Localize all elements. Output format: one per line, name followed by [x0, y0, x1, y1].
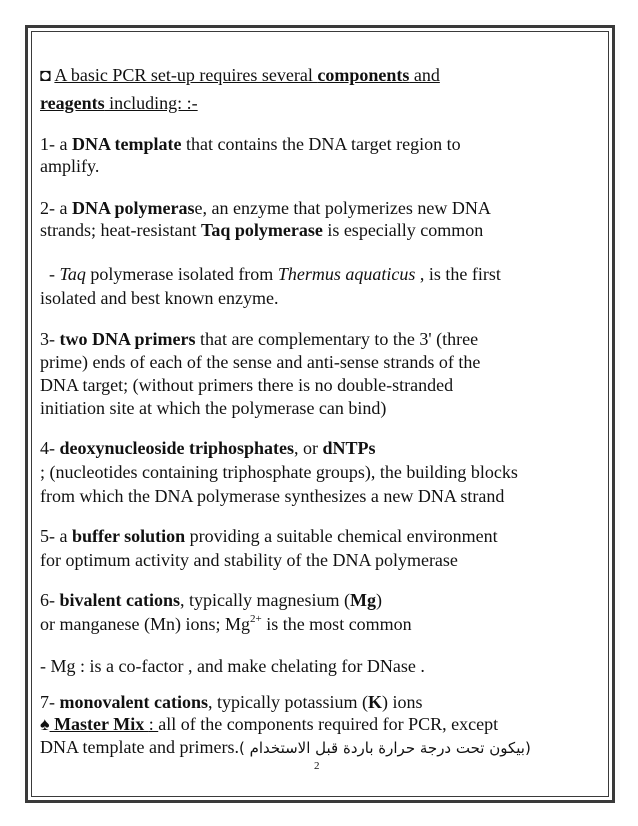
intro-text-1: A basic PCR set-up requires several — [54, 65, 318, 85]
item4-bold-2: dNTPs — [322, 438, 376, 458]
intro-text-2: and — [409, 65, 440, 85]
master-mix-colon: : — [148, 714, 159, 734]
item2-bold: DNA polymeras — [71, 198, 195, 218]
master-mix-arabic-note: (بيكون تحت درجة حرارة باردة قبل الاستخدام ) — [238, 739, 531, 757]
item3-prefix: 3- — [40, 329, 60, 349]
item6-text: , typically magnesium ( — [180, 590, 350, 610]
item3-line-1 — [40, 328, 478, 350]
mg-note: - Mg : is a co-factor , and make chelating for DNase . — [40, 656, 425, 676]
taq-note-italic-thermus: Thermus aquaticus — [277, 264, 416, 284]
item2-line-1 — [40, 197, 491, 219]
item1-line-2: amplify. — [40, 156, 100, 176]
master-mix-text: all of the components required for PCR, except — [158, 714, 499, 734]
taq-note-italic-taq: Taq — [59, 264, 86, 284]
intro-line-2 — [40, 92, 198, 114]
item5-text: providing a suitable chemical environment — [185, 526, 498, 546]
spade-bullet-icon: ♠ — [40, 714, 50, 734]
item2-line2-bold: Taq polymerase — [200, 220, 323, 240]
item1-text: that contains the DNA target region to — [181, 134, 461, 154]
taq-note-line-2: isolated and best known enzyme. — [40, 288, 279, 308]
item6-line-2 — [40, 613, 412, 635]
item6-bold: bivalent cations — [59, 590, 181, 610]
master-mix-line-1 — [40, 713, 498, 735]
item5-line-2: for optimum activity and stability of the DNA polymerase — [40, 550, 458, 570]
item6-bold-mg: Mg — [349, 590, 376, 610]
item7-prefix: 7- — [40, 692, 60, 712]
item4-prefix: 4- — [40, 438, 60, 458]
item6-prefix: 6- — [40, 590, 60, 610]
item3-line-2: prime) ends of each of the sense and anti-sense strands of the — [40, 352, 481, 372]
intro-line-1 — [40, 64, 440, 86]
item4-line-3: from which the DNA polymerase synthesizes a new DNA strand — [40, 486, 505, 506]
item3-bold: two DNA primers — [59, 329, 196, 349]
item7-bold-k: K — [367, 692, 382, 712]
item2-line2-end: is especially common — [322, 220, 484, 240]
item5-prefix: 5- a — [40, 526, 72, 546]
item3-text: that are complementary to the 3' (three — [195, 329, 479, 349]
item2-text: e, an enzyme that polymerizes new DNA — [194, 198, 491, 218]
intro-text-3: including: :- — [104, 93, 198, 113]
intro-bullet: ◘ — [40, 65, 51, 85]
item1-bold: DNA template — [71, 134, 182, 154]
taq-note-line-1 — [40, 263, 501, 285]
taq-note-text-2: , is the first — [415, 264, 501, 284]
item4-line-2: ; (nucleotides containing triphosphate groups), the building blocks — [40, 462, 518, 482]
item6-line-1 — [40, 589, 382, 611]
item2-line2-text: strands; heat-resistant — [40, 220, 201, 240]
item6-close: ) — [375, 590, 382, 610]
item1-prefix: 1- a — [40, 134, 72, 154]
master-mix-line2-text: DNA template and primers. — [40, 737, 239, 757]
item6-line2-sup: 2+ — [249, 613, 262, 625]
item4-bold-1: deoxynucleoside triphosphates — [59, 438, 295, 458]
item6-line2-end: is the most common — [261, 614, 412, 634]
intro-bold-reagents: reagents — [40, 93, 105, 113]
item5-bold: buffer solution — [71, 526, 186, 546]
item7-close: ) ions — [382, 692, 423, 712]
page-number: 2 — [314, 760, 320, 772]
item3-line-3: DNA target; (without primers there is no double-stranded — [40, 375, 454, 395]
intro-bold-components: components — [317, 65, 410, 85]
taq-note-text-1: polymerase isolated from — [85, 264, 278, 284]
item7-bold: monovalent cations — [59, 692, 208, 712]
master-mix-label: Master Mix — [49, 714, 149, 734]
item6-line2-text: or manganese (Mn) ions; Mg — [40, 614, 250, 634]
master-mix-line-2 — [40, 736, 531, 759]
item3-line-4: initiation site at which the polymerase can bind) — [40, 398, 387, 418]
taq-note-prefix: - — [40, 264, 60, 284]
item7-text: , typically potassium ( — [208, 692, 368, 712]
item2-line-2 — [40, 219, 483, 241]
item1-line-1 — [40, 133, 461, 155]
item7-line-1 — [40, 691, 423, 713]
item2-prefix: 2- a — [40, 198, 72, 218]
item4-line-1 — [40, 437, 376, 459]
item5-line-1 — [40, 525, 498, 547]
item4-text: , or — [294, 438, 323, 458]
